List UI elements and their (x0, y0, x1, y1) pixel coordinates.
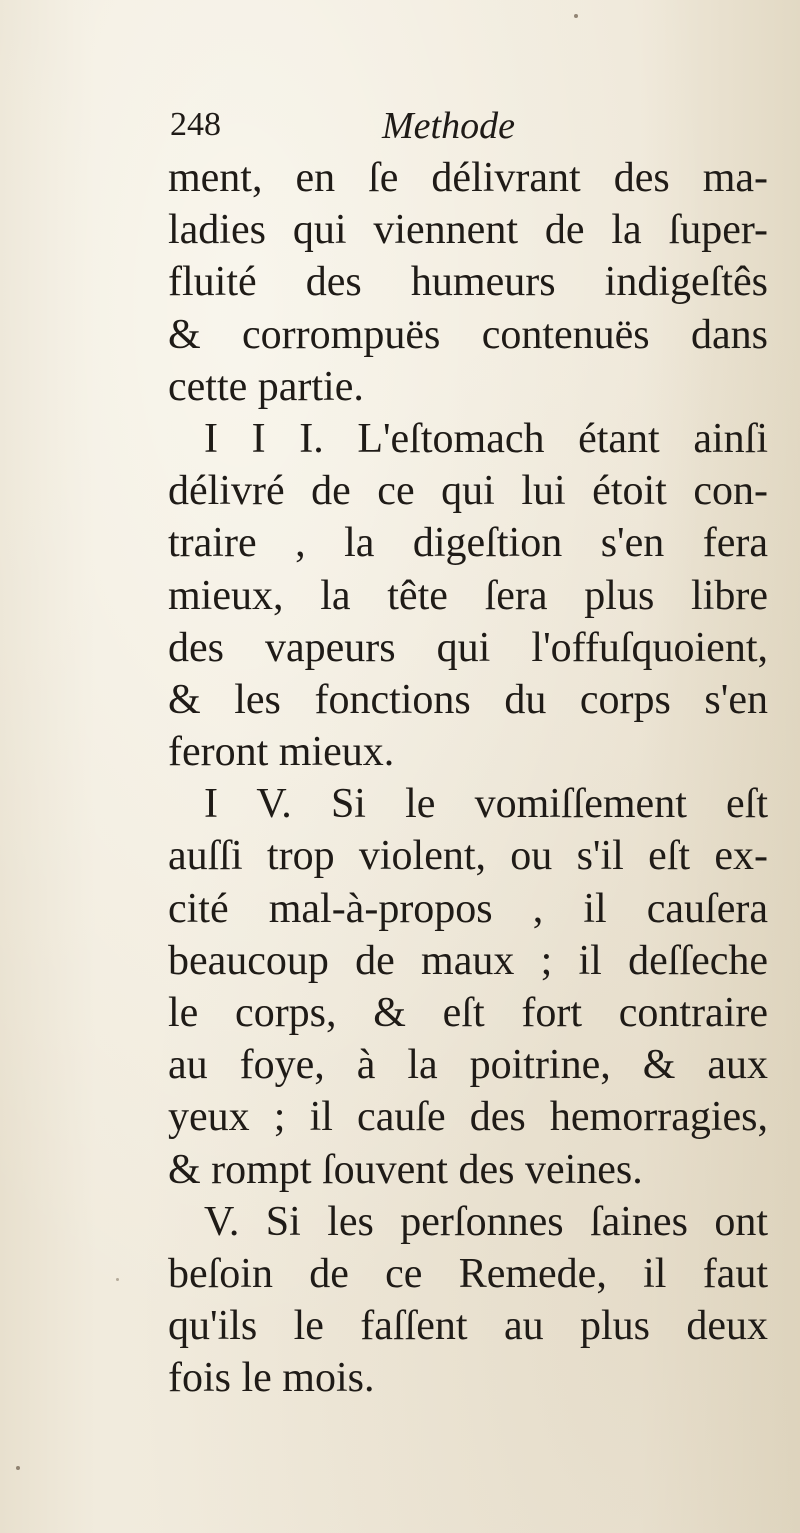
text-line: cette partie. (168, 363, 364, 410)
text-line: des vapeurs qui l'offuſquoient, (168, 624, 768, 671)
ink-speck (574, 14, 578, 18)
text-line: & les fonctions du corps s'en (168, 676, 768, 723)
text-line: ladies qui viennent de la ſuper- (168, 207, 768, 254)
text-line: fluité des humeurs indigeſtês (168, 259, 768, 306)
text-line: I I I. L'eſtomach étant ainſi (204, 415, 768, 462)
text-line: cité mal-à-propos , il cauſera (168, 885, 768, 932)
text-line: & corrompuës contenuës dans (168, 311, 768, 358)
text-line: auſſi trop violent, ou s'il eſt ex- (168, 833, 768, 880)
text-line: le corps, & eſt fort contraire (168, 990, 768, 1036)
running-title: Methode (382, 105, 515, 147)
text-line: délivré de ce qui lui étoit con- (168, 468, 768, 515)
text-line: qu'ils le faſſent au plus deux (168, 1303, 768, 1350)
text-line: feront mieux. (168, 729, 395, 776)
ink-speck (116, 1278, 119, 1281)
text-line: beſoin de ce Remede, il faut (168, 1250, 768, 1297)
text-line: & rompt ſouvent des veines. (168, 1146, 643, 1193)
ink-speck (16, 1466, 20, 1470)
text-line: ment, en ſe délivrant des ma- (168, 155, 768, 201)
text-line: traire , la digeſtion s'en fera (168, 520, 768, 567)
text-line: au foye, à la poitrine, & aux (168, 1042, 768, 1089)
text-line: mieux, la tête ſera plus libre (168, 572, 768, 619)
text-line: I V. Si le vomiſſement eſt (204, 781, 768, 828)
text-line: V. Si les perſonnes ſaines ont (204, 1198, 768, 1245)
text-line: beaucoup de maux ; il deſſeche (168, 937, 768, 984)
text-line: yeux ; il cauſe des hemorragies, (168, 1094, 768, 1141)
page-header (170, 102, 770, 152)
text-line: fois le mois. (168, 1355, 375, 1402)
body-text (168, 152, 768, 1405)
page-number: 248 (170, 106, 221, 143)
